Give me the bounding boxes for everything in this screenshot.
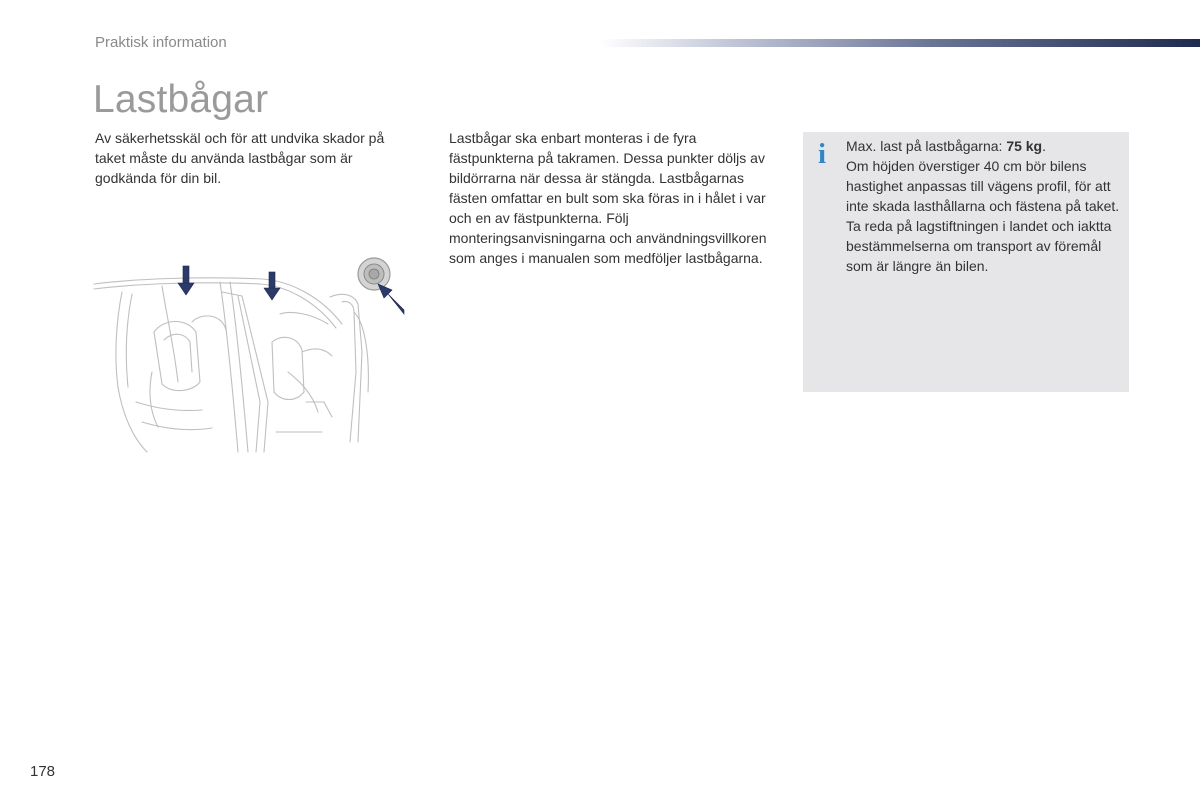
arrow-diagonal-icon — [378, 284, 404, 314]
page-title: Lastbågar — [93, 78, 269, 121]
instructions-column — [449, 128, 769, 268]
max-load-label: Max. last på lastbågarna: — [846, 138, 1007, 154]
fixing-point-detail-icon — [358, 258, 390, 290]
intro-column — [95, 128, 415, 188]
instructions-paragraph-1: Lastbågar ska enbart monteras i de fyra fästpunkterna på takramen. Dessa punkter döljs av bildörrarna när dessa är stängda. — [449, 130, 765, 186]
info-box — [803, 132, 1129, 392]
instructions-paragraph-3: Följ monteringsanvisningarna och användningsvillkoren som anges i manualen som medföljer lastbågarna. — [449, 210, 767, 266]
info-paragraph-3: Ta reda på lagstiftningen i landet och iaktta bestämmelserna om transport av föremål som är längre än bilen. — [846, 218, 1112, 274]
info-icon: i — [818, 138, 827, 170]
max-load-suffix: . — [1042, 138, 1047, 154]
roof-bar-mounting-illustration — [92, 252, 412, 457]
section-label: Praktisk information — [95, 34, 227, 51]
info-paragraph-2: Om höjden överstiger 40 cm bör bilens hastighet anpassas till vägens profil, för att inte skada lasthållarna och fästena på taket. — [846, 158, 1120, 214]
arrow-down-icon-left — [178, 266, 194, 295]
intro-paragraph: Av säkerhetsskäl och för att undvika skador på taket måste du använda lastbågar som är godkända för din bil. — [95, 130, 385, 186]
page-number: 178 — [30, 763, 56, 780]
header-gradient-bar — [600, 39, 1200, 47]
arrow-down-icon-right — [264, 272, 280, 300]
instructions-paragraph-2: Lastbågarnas fästen omfattar en bult som ska föras in i hålet i var och en av fästpunkterna. — [449, 170, 766, 226]
max-load-value: 75 kg — [1006, 138, 1043, 154]
info-text — [846, 136, 1124, 276]
